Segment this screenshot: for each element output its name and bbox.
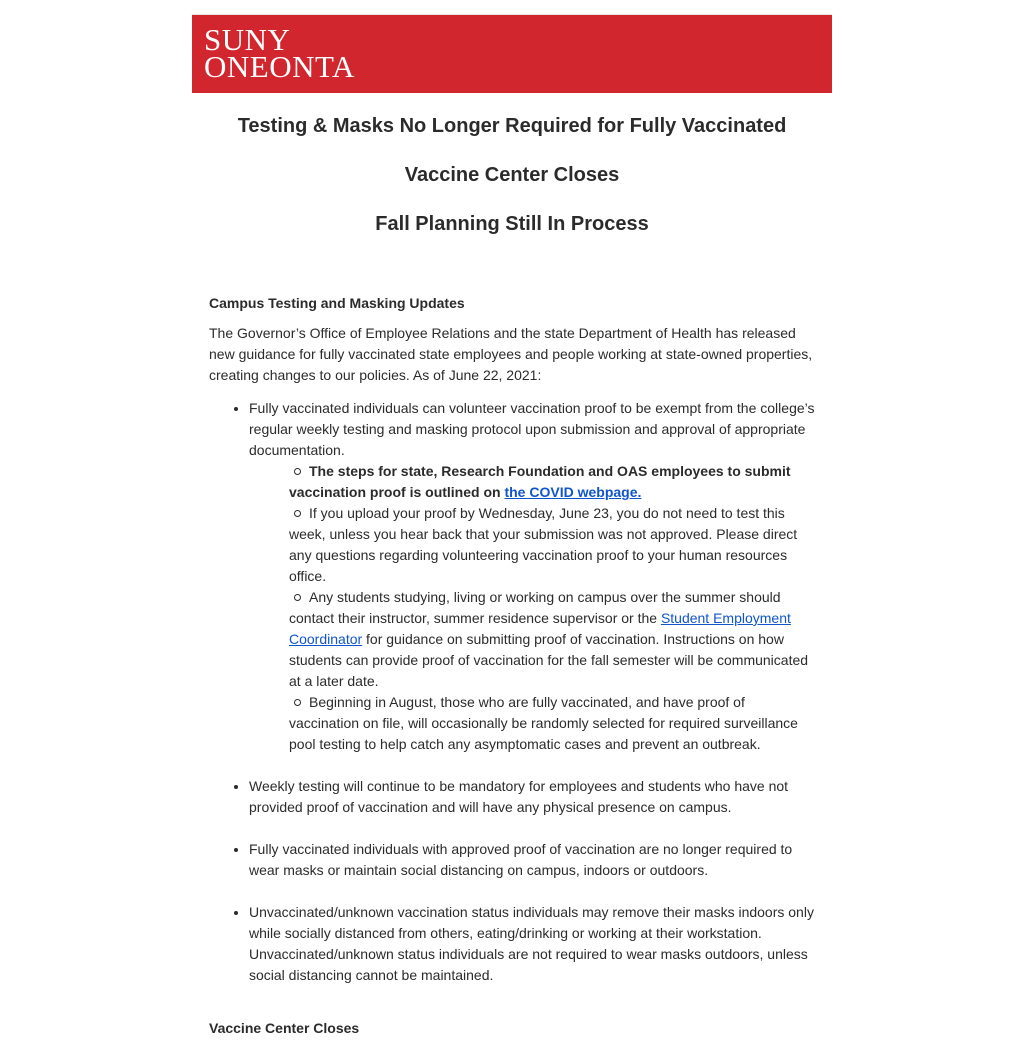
sub-list-item xyxy=(289,692,815,755)
logo-line-1: SUNY xyxy=(204,22,291,57)
section-title-vaccine-center: Vaccine Center Closes xyxy=(209,1020,360,1036)
circle-bullet-icon xyxy=(294,510,301,517)
suny-oneonta-logo[interactable] xyxy=(204,22,355,84)
headline-testing-masks: Testing & Masks No Longer Required for Fully Vaccinated xyxy=(237,115,787,137)
header-banner xyxy=(192,15,832,93)
list-item xyxy=(249,776,815,818)
circle-bullet-icon xyxy=(294,699,301,706)
sub-text-august: Beginning in August, those who are fully vaccinated, and have proof of vaccination on file, will occasionally be randomly selected for required surveillance pool testing to help catch any asymptomatic cases and prevent an outbreak. xyxy=(289,694,798,752)
policy-list xyxy=(209,398,815,986)
email-body xyxy=(192,0,832,1048)
headline-fall-planning: Fall Planning Still In Process xyxy=(375,213,649,235)
list-item xyxy=(249,398,815,755)
covid-webpage-link[interactable]: the COVID webpage. xyxy=(504,484,642,500)
bullet-text-no-masks: Fully vaccinated individuals with approved proof of vaccination are no longer required to wear masks or maintain social distancing on campus, indoors or outdoors. xyxy=(249,841,793,878)
headline-vaccine-center: Vaccine Center Closes xyxy=(404,164,620,186)
headlines xyxy=(192,93,832,235)
intro-paragraph: The Governor’s Office of Employee Relations and the state Department of Health has released new guidance for fully vaccinated state employees and people working at state-owned properties, creating changes to our policies. As of June 22, 2021: xyxy=(209,325,813,383)
sub-list xyxy=(249,461,815,755)
student-employment-coordinator-link[interactable]: Student Employment Coordinator xyxy=(289,610,791,647)
sub-list-item xyxy=(289,587,815,692)
sub-text-students-post: for guidance on submitting proof of vaccination. Instructions on how students can provide proof of vaccination for the fall semester will be communicated at a later date. xyxy=(289,631,809,689)
list-item xyxy=(249,902,815,986)
bullet-text-unvaccinated: Unvaccinated/unknown vaccination status individuals may remove their masks indoors only while socially distanced from others, eating/drinking or working at their workstation. Unvaccinated/unknown status individuals are not required to wear masks outdoors, unless social distancing cannot be maintained. xyxy=(249,904,814,983)
sub-list-item xyxy=(289,461,815,503)
circle-bullet-icon xyxy=(294,594,301,601)
top-divider xyxy=(192,0,832,15)
sub-text-students-pre: Any students studying, living or working on campus over the summer should contact their instructor, summer residence supervisor or the xyxy=(289,589,781,626)
bullet-text-vaccination-proof: Fully vaccinated individuals can volunteer vaccination proof to be exempt from the college’s regular weekly testing and masking protocol upon submission and approval of appropriate documentation. xyxy=(249,400,815,458)
sub-text-steps: The steps for state, Research Foundation and OAS employees to submit vaccination proof is outlined on xyxy=(289,463,791,500)
logo-line-2: ONEONTA xyxy=(204,49,355,84)
sub-list-item xyxy=(289,503,815,587)
article-content xyxy=(192,262,832,1036)
list-item xyxy=(249,839,815,881)
bullet-text-weekly-testing: Weekly testing will continue to be mandatory for employees and students who have not provided proof of vaccination and will have any physical presence on campus. xyxy=(249,778,789,815)
sub-text-upload: If you upload your proof by Wednesday, June 23, you do not need to test this week, unless you hear back that your submission was not approved. Please direct any questions regarding volunteering vaccination proof to your human resources office. xyxy=(289,505,798,584)
section-title-testing: Campus Testing and Masking Updates xyxy=(209,295,465,311)
circle-bullet-icon xyxy=(294,468,301,475)
